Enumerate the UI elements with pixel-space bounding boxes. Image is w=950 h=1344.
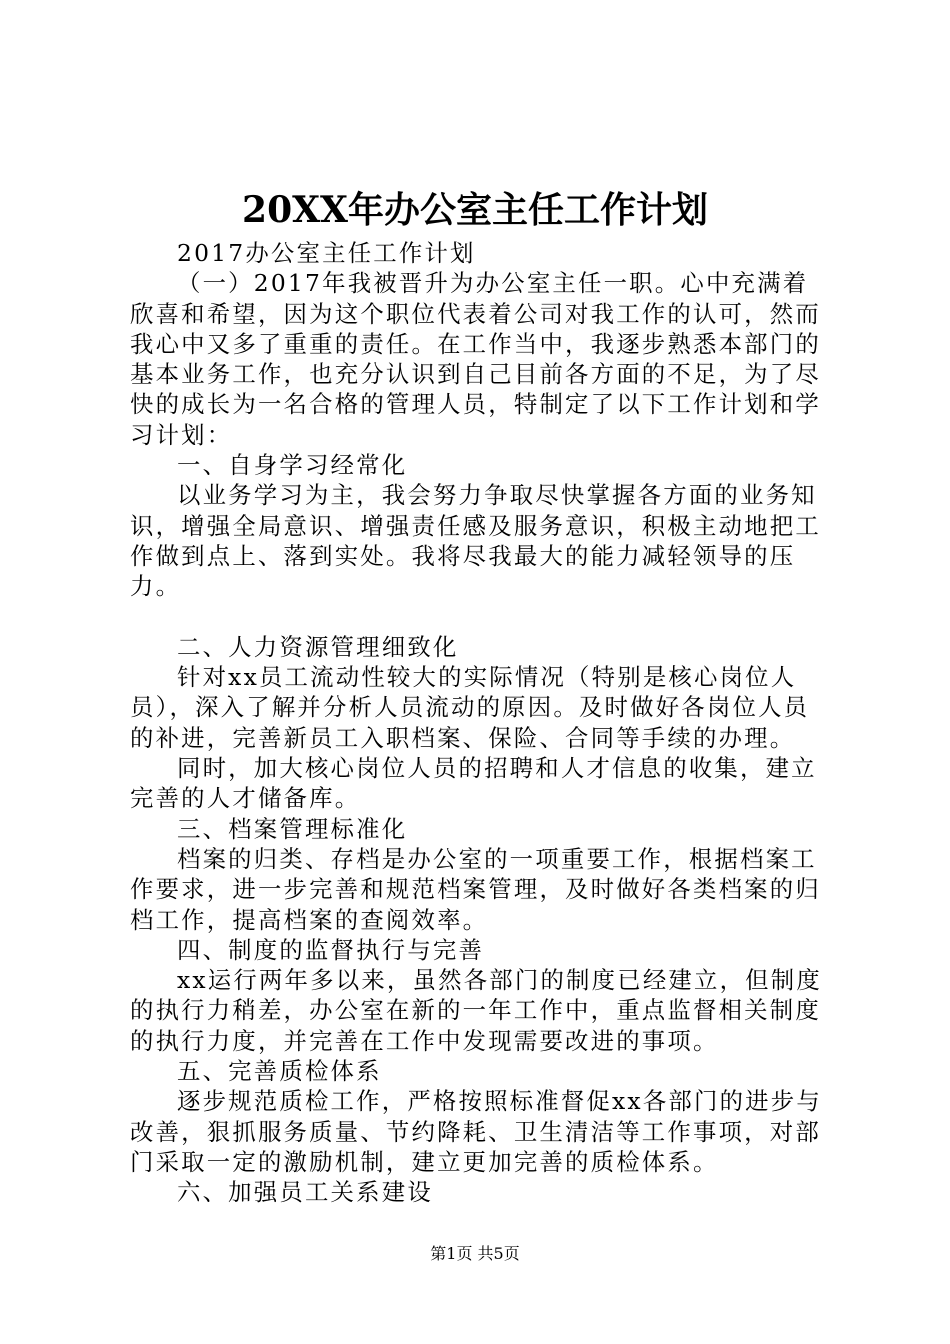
section-paragraph-1: 以业务学习为主，我会努力争取尽快掌握各方面的业务知识，增强全局意识、增强责任感及服务意识，积极主动地把工作做到点上、落到实处。我将尽我最大的能力减轻领导的压力。 <box>130 481 821 601</box>
subtitle-paragraph: 2017办公室主任工作计划 <box>177 239 476 267</box>
page-footer: 第1页 共5页 <box>430 1244 520 1263</box>
section-heading-1: 一、自身学习经常化 <box>177 451 408 480</box>
section-heading-6: 六、加强员工关系建设 <box>177 1178 433 1207</box>
section-heading-3: 三、档案管理标准化 <box>177 814 408 843</box>
blank-line <box>130 602 830 632</box>
document-body <box>130 238 830 1208</box>
document-title: 20XX年办公室主任工作计划 <box>242 189 708 231</box>
section-heading-2: 二、人力资源管理细致化 <box>177 632 459 661</box>
section-heading-5: 五、完善质检体系 <box>177 1057 382 1086</box>
section-paragraph-5: 逐步规范质检工作，严格按照标准督促xx各部门的进步与改善，狠抓服务质量、节约降耗、卫生清洁等工作事项，对部门采取一定的激励机制，建立更加完善的质检体系。 <box>130 1087 822 1176</box>
intro-paragraph: （一）2017年我被晋升为办公室主任一职。心中充满着欣喜和希望，因为这个职位代表着公司对我工作的认可，然而我心中又多了重重的责任。在工作当中，我逐步熟悉本部门的基本业务工作，也充分认识到自己目前各方面的不足，为了尽快的成长为一名合格的管理人员，特制定了以下工作计划和学习计划： <box>130 269 821 449</box>
section-paragraph-4: xx运行两年多以来，虽然各部门的制度已经建立，但制度的执行力稍差，办公室在新的一年工作中，重点监督相关制度的执行力度，并完善在工作中发现需要改进的事项。 <box>130 966 822 1055</box>
section-paragraph-2b: 同时，加大核心岗位人员的招聘和人才信息的收集，建立完善的人才储备库。 <box>130 754 817 813</box>
section-paragraph-2a: 针对xx员工流动性较大的实际情况（特别是核心岗位人员），深入了解并分析人员流动的原因。及时做好各岗位人员的补进，完善新员工入职档案、保险、合同等手续的办理。 <box>130 663 810 752</box>
section-heading-4: 四、制度的监督执行与完善 <box>177 935 485 964</box>
section-paragraph-3: 档案的归类、存档是办公室的一项重要工作，根据档案工作要求，进一步完善和规范档案管理，及时做好各类档案的归档工作，提高档案的查阅效率。 <box>130 844 821 934</box>
